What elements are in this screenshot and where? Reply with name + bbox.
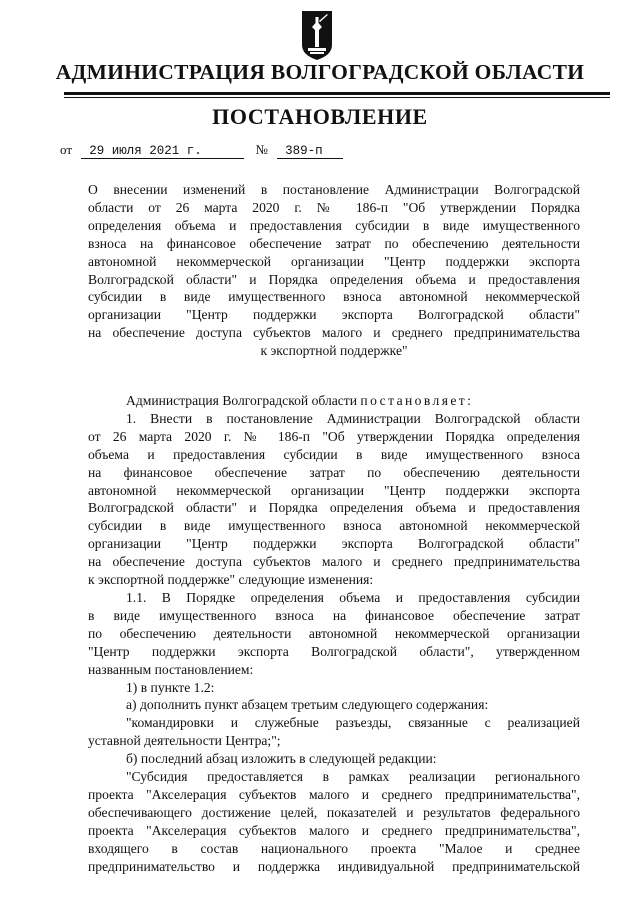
heading-line: автономной некоммерческой организации "Центр поддержки экспорта [88,253,580,269]
body-line: к экспортной поддержке" следующие изменения: [88,572,374,588]
body-line: а) дополнить пункт абзацем третьим следующего содержания: [126,697,489,713]
body-line: объема и предоставления субсидии в виде имущественного взноса [88,446,580,462]
coat-of-arms-emblem [300,9,334,61]
body-line: Волгоградской области" и Порядка определения объема и предоставления [88,500,580,516]
body-line: "Центр поддержки экспорта Волгоградской области", утвержденном [88,643,580,659]
heading-line: на обеспечение доступа субъектов малого и среднего предпринимательства [88,325,580,341]
body-line: 1) в пункте 1.2: [126,679,215,695]
body-line: предпринимательство и поддержка индивидуальной предпринимательской [88,858,580,874]
document-date: 29 июля 2021 г. [89,144,202,158]
document-type: ПОСТАНОВЛЕНИЕ [212,104,428,129]
preamble-start: Администрация Волгоградской области [126,393,358,408]
body-line: субсидии в виде имущественного взноса автономной некоммерческой [88,518,580,534]
body-line: проекта "Акселерация субъектов малого и среднего предпринимательства", [88,822,580,838]
heading-line: области от 26 марта 2020 г. № 186-п "Об утверждении Порядка [88,199,580,215]
body-line: входящего в состав национального проекта "Малое и среднее [88,840,580,856]
body-line: в виде имущественного взноса на финансовое обеспечение затрат [88,607,580,623]
body-line: уставной деятельности Центра;"; [88,733,281,749]
preamble [88,392,580,410]
document-body [88,392,580,875]
heading-line: взноса на финансовое обеспечение затрат по обеспечению деятельности [88,235,580,251]
organization-title: АДМИНИСТРАЦИЯ ВОЛГОГРАДСКОЙ ОБЛАСТИ [55,60,585,84]
body-line: "командировки и служебные разъезды, связанные с реализацией [126,715,580,731]
header-rule-thick [64,92,610,95]
preamble-action: постановляет: [360,393,474,408]
heading-line: О внесении изменений в постановление Администрации Волгоградской [88,182,580,197]
body-line: 1. Внести в постановление Администрации Волгоградской области [126,410,580,426]
heading-line: Волгоградской области" и Порядка определения объема и предоставления [88,271,580,287]
body-line: на обеспечение доступа субъектов малого и среднего предпринимательства [88,554,580,570]
body-line: проекта "Акселерация субъектов малого и среднего предпринимательства", [88,786,580,802]
date-number-line [60,142,343,159]
heading-line: определения объема и предоставления субсидии в виде имущественного [88,217,580,233]
body-line: автономной некоммерческой организации "Центр поддержки экспорта [88,482,580,498]
body-line: по обеспечению деятельности автономной некоммерческой организации [88,625,580,641]
body-line: 1.1. В Порядке определения объема и предоставления субсидии [126,589,580,605]
body-line: на финансовое обеспечение затрат по обеспечению деятельности [88,464,580,480]
document-number: 389-п [285,144,323,158]
date-prefix: от [60,142,73,157]
number-prefix: № [255,142,268,157]
body-line: обеспечивающего достижение целей, показателей и результатов федерального [88,804,580,820]
document-heading [88,181,580,360]
heading-line: субсидии в виде имущественного взноса автономной некоммерческой [88,289,580,305]
heading-line: организации "Центр поддержки экспорта Волгоградской области" [88,307,580,323]
body-line: "Субсидия предоставляется в рамках реализации регионального [126,769,580,785]
heading-line: к экспортной поддержке" [260,343,408,359]
body-line: организации "Центр поддержки экспорта Волгоградской области" [88,536,580,552]
body-line: б) последний абзац изложить в следующей редакции: [126,751,437,767]
body-line: названным постановлением: [88,661,254,677]
header-rule-thin [64,97,610,98]
body-line: от 26 марта 2020 г. № 186-п "Об утверждении Порядка определения [88,428,580,444]
